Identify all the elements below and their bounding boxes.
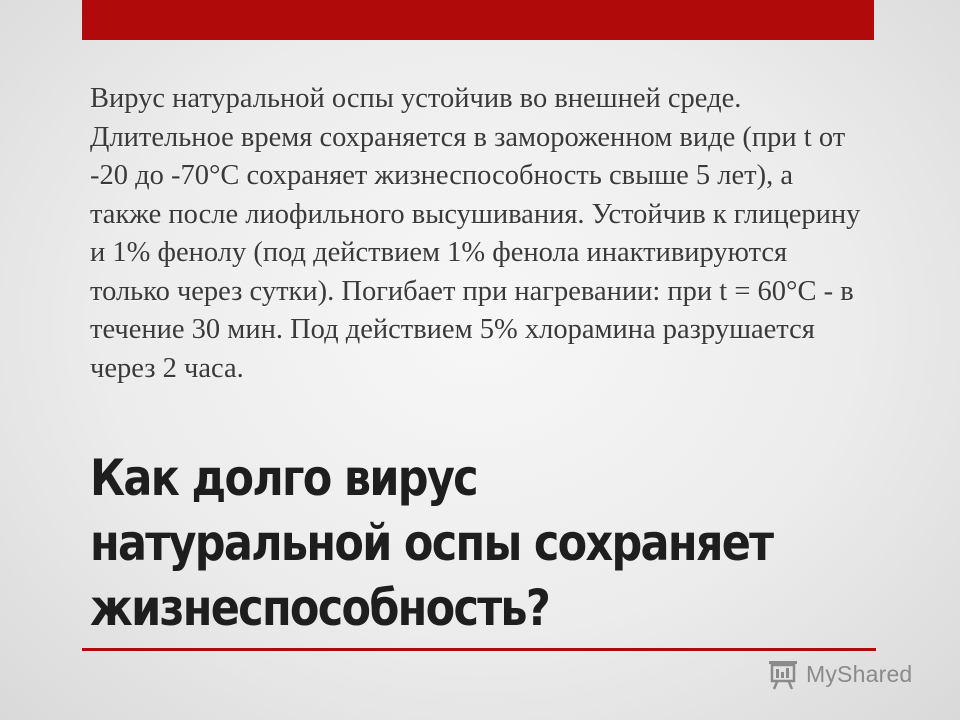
title-underline [82, 648, 876, 651]
slide-title: Как долго вирус натуральной оспы сохраняет жизнеспособность? [90, 449, 773, 637]
brand-name: MyShared [806, 660, 913, 687]
presentation-board-icon [766, 657, 800, 691]
brand-logo[interactable] [766, 654, 912, 694]
top-accent-bar [82, 0, 874, 40]
slide-body-text: Вирус натуральной оспы устойчив во внешней среде. Длительное время сохраняется в замороженном виде (при t от -20 до -70°C сохраняет жизнеспособность свыше 5 лет), а также после лиофильного высушивания. Устойчив к глицерину и 1% фенолу (под действием 1% фенола инактивируются только через сутки). Погибает при нагревании: при t = 60°C - в течение 30 мин. Под действием 5% хлорамина разрушается через 2 часа. [90, 83, 861, 384]
